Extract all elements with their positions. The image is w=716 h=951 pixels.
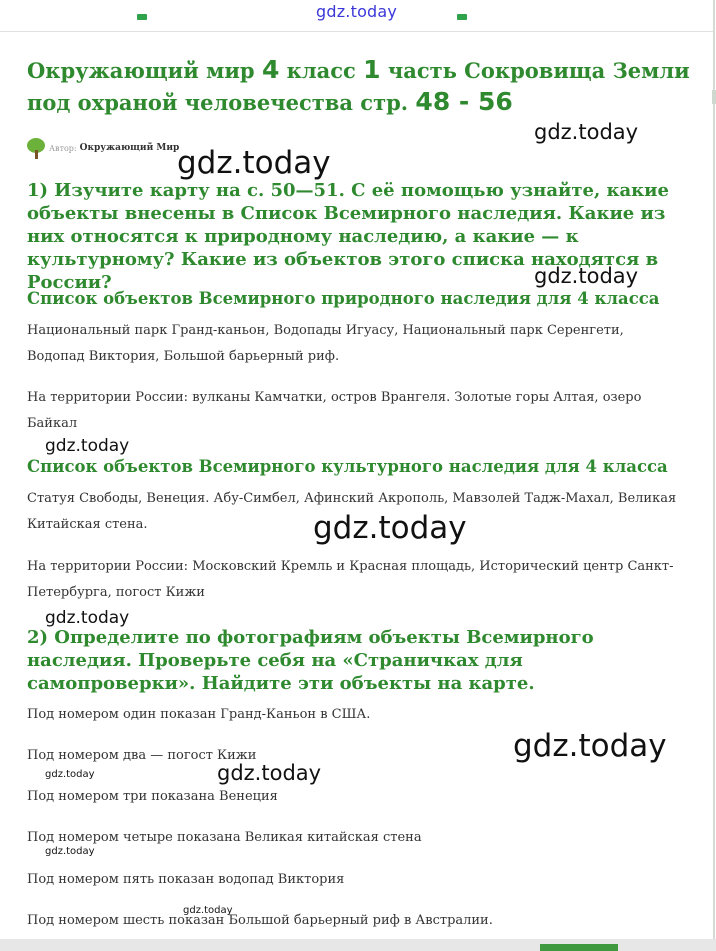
watermark: gdz.today: [177, 145, 331, 181]
natural-world-text: Национальный парк Гранд-каньон, Водопады Игуасу, Национальный парк Серенгети, Водопад Виктория, Большой барьерный риф.: [27, 323, 624, 364]
page-title: Окружающий мир 4 класс 1 часть Сокровища Земли под охраной человечества стр. 48 - 56: [27, 55, 690, 116]
watermark: gdz.today: [534, 120, 639, 144]
watermark: gdz.today: [534, 264, 639, 288]
watermark: gdz.today: [45, 608, 130, 628]
green-tab-icon: [457, 14, 467, 20]
watermark: gdz.today: [313, 510, 467, 546]
scroll-marker: [712, 90, 716, 104]
answer-item: Под номером три показана Венеция: [27, 789, 278, 804]
question-2-heading: 2) Определите по фотографиям объекты Всемирного наследия. Проверьте себя на «Страничках для самопроверки». Найдите эти объекты на карте.: [27, 627, 594, 694]
natural-heritage-heading: Список объектов Всемирного природного наследия для 4 класса: [27, 289, 660, 308]
answer-item: Под номером четыре показана Великая китайская стена: [27, 830, 422, 845]
answer-item: Под номером один показан Гранд-Каньон в США.: [27, 707, 371, 722]
watermark: gdz.today: [183, 905, 233, 916]
watermark: gdz.today: [45, 846, 95, 857]
author-name[interactable]: Окружающий Мир: [79, 143, 180, 153]
watermark: gdz.today: [217, 761, 322, 785]
watermark: gdz.today: [45, 436, 130, 456]
header-divider: [0, 31, 713, 32]
green-tab-icon: [137, 14, 147, 20]
answer-item: Под номером шесть показан Большой барьерный риф в Австралии.: [27, 913, 493, 928]
answer-item: Под номером два — погост Кижи: [27, 748, 257, 763]
tree-icon: [27, 137, 45, 159]
natural-russia-text: На территории России: вулканы Камчатки, остров Врангеля. Золотые горы Алтая, озеро Байкал: [27, 390, 642, 431]
question-1-heading: 1) Изучите карту на с. 50—51. С её помощью узнайте, какие объекты внесены в Список Всемирного наследия. Какие из них относятся к природному наследию, а какие — к культурному? Какие из объектов этого списка находятся в России?: [27, 180, 669, 293]
cultural-russia-text: На территории России: Московский Кремль и Красная площадь, Исторический центр Санкт-Петербурга, погост Кижи: [27, 559, 674, 600]
author-label: Автор:: [49, 143, 77, 153]
right-border: [713, 0, 715, 951]
top-bar: [0, 0, 716, 30]
site-logo-link[interactable]: gdz.today: [316, 2, 398, 21]
watermark: gdz.today: [45, 769, 95, 780]
bottom-green-button[interactable]: [540, 944, 618, 951]
cultural-world-text: Статуя Свободы, Венеция. Абу-Симбел, Афинский Акрополь, Мавзолей Тадж-Махал, Великая Китайская стена.: [27, 491, 677, 532]
author-line: [27, 137, 179, 159]
answer-item: Под номером пять показан водопад Виктория: [27, 872, 345, 887]
watermark: gdz.today: [513, 728, 667, 764]
cultural-heritage-heading: Список объектов Всемирного культурного наследия для 4 класса: [27, 457, 668, 476]
